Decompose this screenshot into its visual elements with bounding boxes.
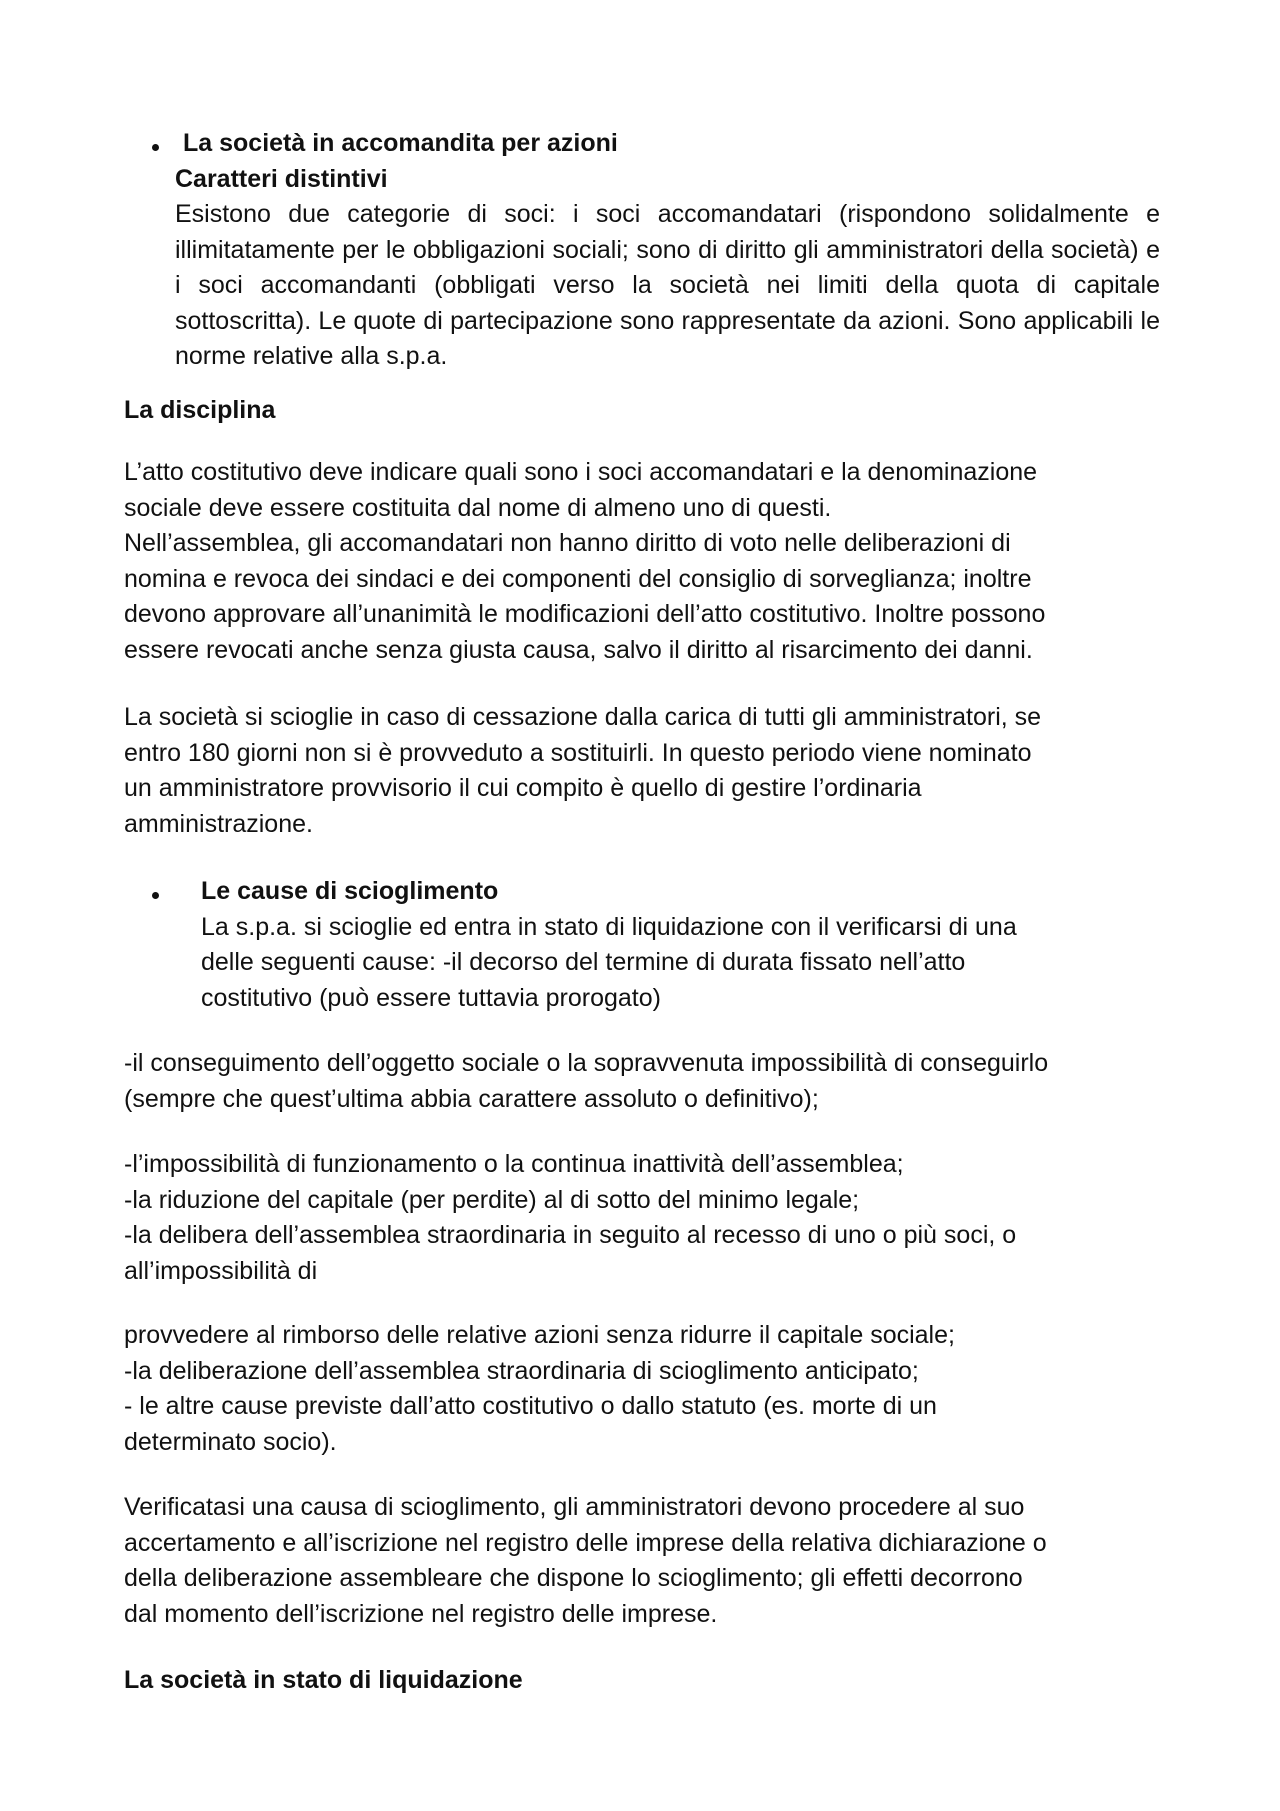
text-line: sociale deve essere costituita dal nome di almeno uno di questi. (124, 493, 832, 522)
section-body: Esistono due categorie di soci: i soci accomandatari (rispondono solidalmente e illimitatamente per le obbligazioni sociali; sono di diritto gli amministratori della società) e i soci accomandanti (obbligati verso la società nei limiti della quota di capitale sottoscritta). Le quote di partecipazione sono rappresentate da azioni. Sono applicabili le norme relative alla s.p.a. (175, 200, 1160, 370)
paragraph-atto-costitutivo (124, 455, 1045, 668)
text-line: Verificatasi una causa di scioglimento, gli amministratori devono procedere al suo (124, 1493, 1025, 1521)
text-line: entro 180 giorni non si è provveduto a sostituirli. In questo periodo viene nominato (124, 738, 1032, 767)
text-line: La società si scioglie in caso di cessazione dalla carica di tutti gli amministratori, se (124, 703, 1042, 731)
heading-liquidazione: La società in stato di liquidazione (124, 1666, 523, 1694)
section-cause-scioglimento (201, 874, 1017, 1016)
text-line: (sempre che quest’ultima abbia carattere assoluto o definitivo); (124, 1084, 819, 1113)
text-line: costitutivo (può essere tuttavia prorogato) (201, 983, 661, 1012)
text-line: -la riduzione del capitale (per perdite) al di sotto del minimo legale; (124, 1185, 860, 1214)
text-line: La s.p.a. si scioglie ed entra in stato di liquidazione con il verificarsi di una (201, 912, 1017, 941)
text-line: L’atto costitutivo deve indicare quali sono i soci accomandatari e la denominazione (124, 458, 1038, 486)
paragraph-scioglimento-amministratori (124, 700, 1041, 842)
text-line: Nell’assemblea, gli accomandatari non hanno diritto di voto nelle deliberazioni di (124, 529, 1011, 557)
section-title: Le cause di scioglimento (201, 877, 499, 905)
text-line: - le altre cause previste dall’atto costitutivo o dallo statuto (es. morte di un (124, 1392, 937, 1420)
text-line: delle seguenti cause: -il decorso del termine di durata fissato nell’atto (201, 948, 966, 976)
text-line: nomina e revoca dei sindaci e dei componenti del consiglio di sorveglianza; inoltre (124, 564, 1032, 593)
text-line: -la delibera dell’assemblea straordinaria in seguito al recesso di uno o più soci, o (124, 1221, 1017, 1249)
bullet-icon (152, 892, 159, 899)
text-line: amministrazione. (124, 809, 313, 838)
text-line: un amministratore provvisorio il cui compito è quello di gestire l’ordinaria (124, 774, 922, 802)
text-line: dal momento dell’iscrizione nel registro delle imprese. (124, 1599, 718, 1628)
paragraph-impossibilita (124, 1147, 1016, 1289)
text-line: della deliberazione assembleare che dispone lo scioglimento; gli effetti decorrono (124, 1564, 1023, 1592)
text-line: -il conseguimento dell’oggetto sociale o la sopravvenuta impossibilità di conseguirlo (124, 1049, 1049, 1077)
heading-disciplina: La disciplina (124, 396, 276, 424)
paragraph-conseguimento (124, 1046, 1048, 1117)
text-line: -l’impossibilità di funzionamento o la continua inattività dell’assemblea; (124, 1150, 904, 1178)
text-line: determinato socio). (124, 1427, 337, 1456)
text-line: essere revocati anche senza giusta causa, salvo il diritto al risarcimento dei danni. (124, 635, 1033, 664)
section-subtitle: Caratteri distintivi (175, 164, 388, 193)
paragraph-rimborso (124, 1318, 955, 1460)
text-line: provvedere al rimborso delle relative azioni senza ridurre il capitale sociale; (124, 1321, 955, 1349)
section-title: La società in accomandita per azioni (183, 129, 618, 157)
text-line: accertamento e all’iscrizione nel registro delle imprese della relativa dichiarazione o (124, 1528, 1047, 1557)
text-line: devono approvare all’unanimità le modificazioni dell’atto costitutivo. Inoltre possono (124, 600, 1046, 628)
text-line: -la deliberazione dell’assemblea straordinaria di scioglimento anticipato; (124, 1356, 919, 1385)
bullet-icon (152, 144, 159, 151)
paragraph-verificatasi (124, 1490, 1047, 1632)
section-accomandita (175, 126, 1160, 375)
text-line: all’impossibilità di (124, 1256, 318, 1285)
